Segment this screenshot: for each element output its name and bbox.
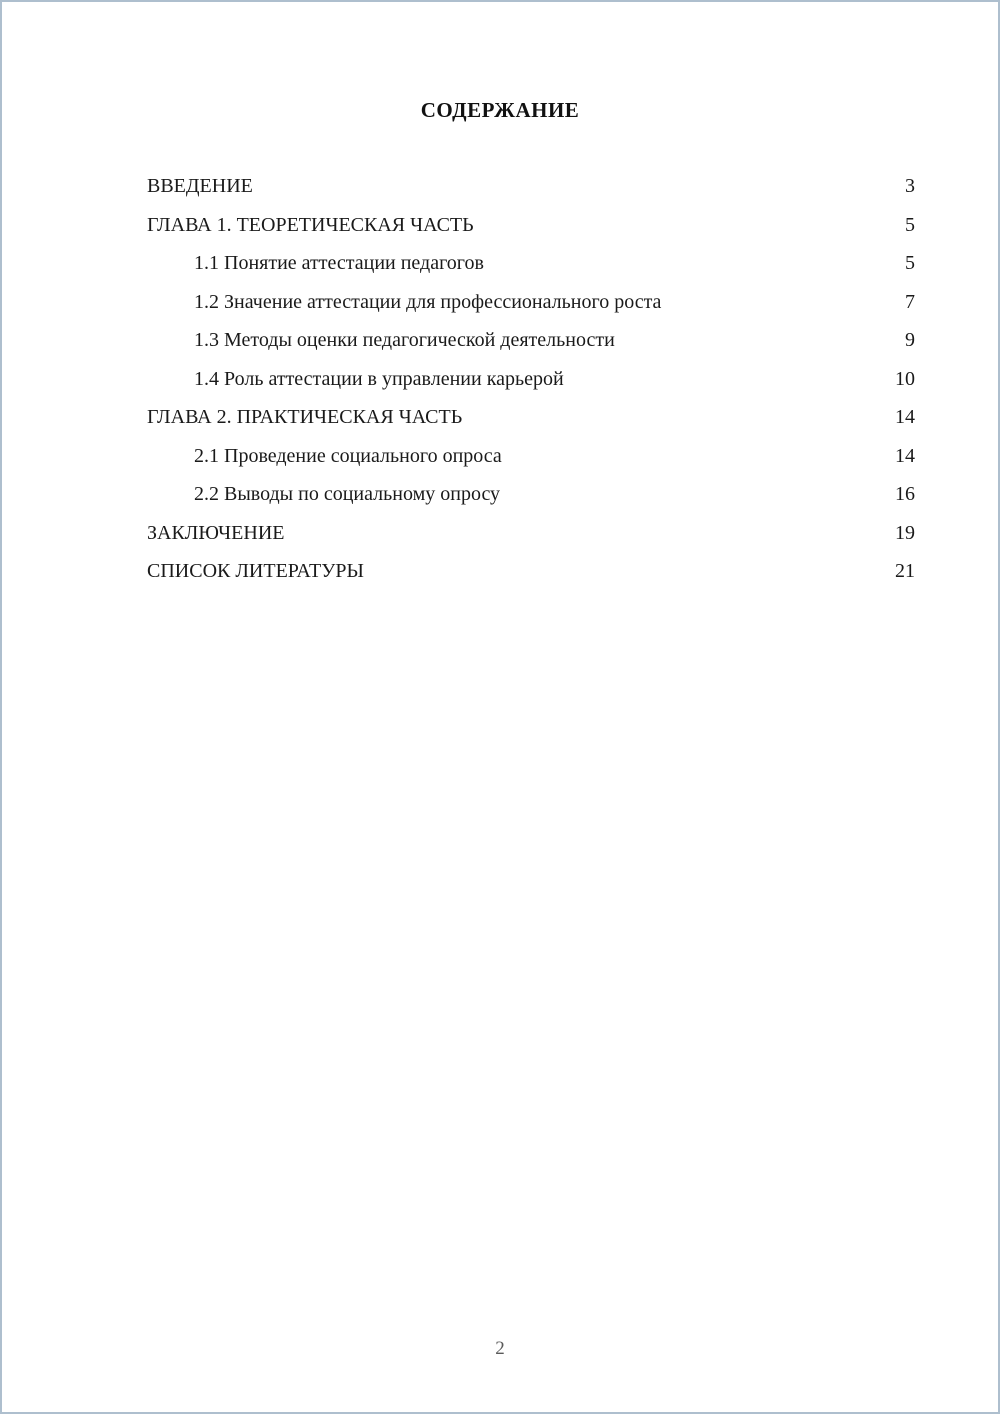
toc-entry-label: ЗАКЛЮЧЕНИЕ: [147, 521, 285, 544]
toc-entry: [147, 167, 915, 206]
toc-entry: [147, 206, 915, 245]
toc-entry: [147, 475, 915, 514]
toc-entry: [147, 283, 915, 322]
toc-entry-label: ГЛАВА 1. ТЕОРЕТИЧЕСКАЯ ЧАСТЬ: [147, 213, 474, 236]
toc-entry-label: 1.3 Методы оценки педагогической деятельности: [194, 329, 615, 351]
toc-entry-page: 21: [895, 560, 915, 582]
toc-entry-page: 16: [895, 483, 915, 505]
toc-entry: [147, 514, 915, 553]
toc-entry-label: 2.1 Проведение социального опроса: [194, 444, 502, 467]
page-title: СОДЕРЖАНИЕ: [420, 98, 580, 122]
toc-entry-label: 2.2 Выводы по социальному опросу: [194, 483, 501, 505]
toc-entry-label: ГЛАВА 2. ПРАКТИЧЕСКАЯ ЧАСТЬ: [147, 406, 463, 428]
toc-entry-page: 5: [905, 252, 915, 274]
toc-entry-label: ВВЕДЕНИЕ: [147, 175, 253, 197]
toc-entry-label: 1.4 Роль аттестации в управлении карьерой: [194, 367, 564, 390]
toc-entry-page: 10: [895, 367, 915, 390]
toc-entry-page: 5: [905, 213, 915, 236]
toc-entry-page: 3: [905, 175, 915, 197]
toc-entry-label: 1.2 Значение аттестации для профессионального роста: [194, 290, 662, 313]
toc-entry-label: СПИСОК ЛИТЕРАТУРЫ: [147, 560, 364, 582]
toc-entry: [147, 552, 915, 591]
toc-entry: [147, 437, 915, 476]
toc-entry-page: 7: [905, 290, 915, 313]
toc-entry-page: 19: [895, 521, 915, 544]
page-number: 2: [495, 1338, 505, 1359]
toc-entry-page: 14: [895, 444, 915, 467]
toc-entry-page: 9: [905, 329, 915, 351]
toc-entry-label: 1.1 Понятие аттестации педагогов: [194, 252, 484, 274]
toc-entry: [147, 244, 915, 283]
toc-entry: [147, 398, 915, 437]
toc-entry-page: 14: [895, 406, 915, 428]
toc-list: [2, 167, 998, 591]
toc-entry: [147, 360, 915, 399]
toc-entry: [147, 321, 915, 360]
